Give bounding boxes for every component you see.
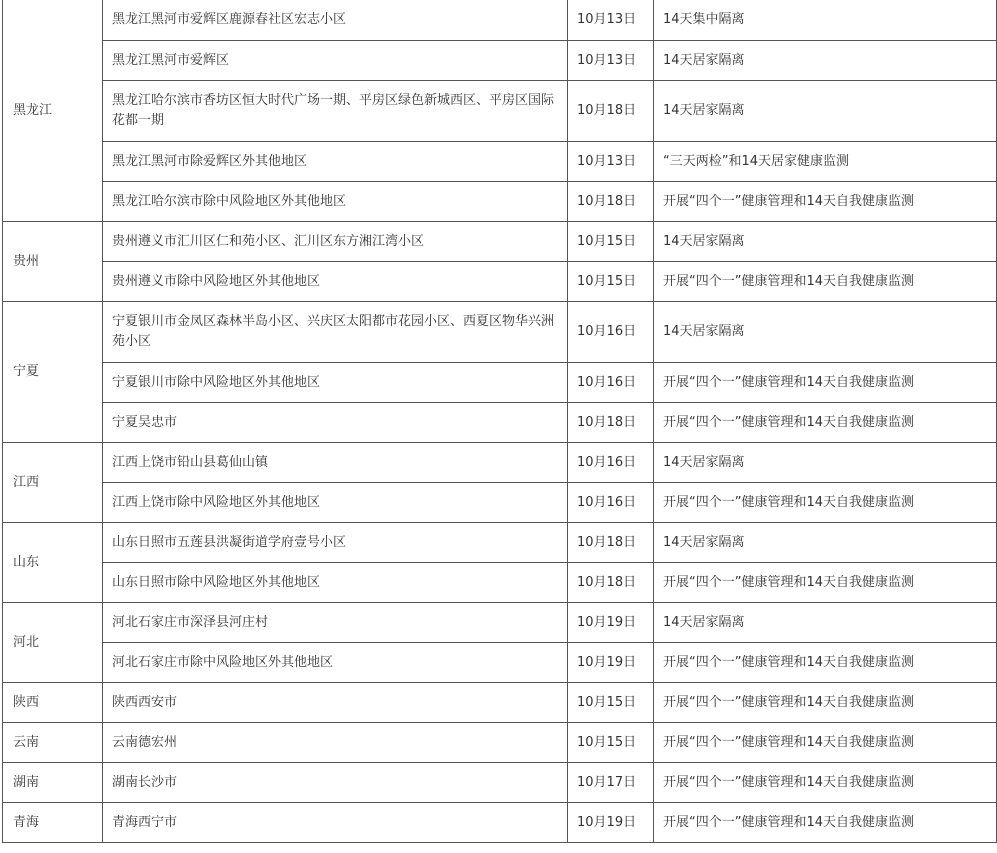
table-row xyxy=(3,302,997,363)
area-cell: 贵州遵义市除中风险地区外其他地区 xyxy=(103,262,568,302)
table-row xyxy=(3,142,997,182)
date-cell: 10月19日 xyxy=(568,643,654,683)
area-cell: 宁夏吴忠市 xyxy=(103,403,568,443)
table-row xyxy=(3,81,997,142)
measure-cell: 开展“四个一”健康管理和14天自我健康监测 xyxy=(654,683,997,723)
region-cell: 江西 xyxy=(3,443,103,523)
measure-cell: 14天居家隔离 xyxy=(654,41,997,81)
region-cell: 云南 xyxy=(3,723,103,763)
date-cell: 10月19日 xyxy=(568,603,654,643)
area-cell: 河北石家庄市深泽县河庄村 xyxy=(103,603,568,643)
measure-cell: 开展“四个一”健康管理和14天自我健康监测 xyxy=(654,763,997,803)
date-cell: 10月15日 xyxy=(568,262,654,302)
measure-cell: 14天居家隔离 xyxy=(654,443,997,483)
table-row xyxy=(3,0,997,41)
measure-cell: 开展“四个一”健康管理和14天自我健康监测 xyxy=(654,363,997,403)
table-row xyxy=(3,603,997,643)
region-cell: 河北 xyxy=(3,603,103,683)
measure-cell: 14天居家隔离 xyxy=(654,81,997,142)
risk-area-table xyxy=(2,0,997,843)
area-cell: 江西上饶市除中风险地区外其他地区 xyxy=(103,483,568,523)
area-cell: 贵州遵义市汇川区仁和苑小区、汇川区东方湘江湾小区 xyxy=(103,222,568,262)
table-row xyxy=(3,563,997,603)
measure-cell: 开展“四个一”健康管理和14天自我健康监测 xyxy=(654,643,997,683)
measure-cell: 开展“四个一”健康管理和14天自我健康监测 xyxy=(654,483,997,523)
date-cell: 10月16日 xyxy=(568,363,654,403)
area-cell: 宁夏银川市除中风险地区外其他地区 xyxy=(103,363,568,403)
table-row xyxy=(3,363,997,403)
measure-cell: 开展“四个一”健康管理和14天自我健康监测 xyxy=(654,182,997,222)
measure-cell: “三天两检”和14天居家健康监测 xyxy=(654,142,997,182)
region-cell: 宁夏 xyxy=(3,302,103,443)
table-row xyxy=(3,523,997,563)
area-cell: 山东日照市除中风险地区外其他地区 xyxy=(103,563,568,603)
date-cell: 10月16日 xyxy=(568,443,654,483)
date-cell: 10月15日 xyxy=(568,683,654,723)
area-cell: 黑龙江哈尔滨市香坊区恒大时代广场一期、平房区绿色新城西区、平房区国际花都一期 xyxy=(103,81,568,142)
region-cell: 黑龙江 xyxy=(3,0,103,222)
region-cell: 陕西 xyxy=(3,683,103,723)
measure-cell: 14天居家隔离 xyxy=(654,222,997,262)
date-cell: 10月18日 xyxy=(568,182,654,222)
area-cell: 江西上饶市铅山县葛仙山镇 xyxy=(103,443,568,483)
date-cell: 10月15日 xyxy=(568,723,654,763)
table-body xyxy=(3,0,997,843)
table-row xyxy=(3,262,997,302)
measure-cell: 开展“四个一”健康管理和14天自我健康监测 xyxy=(654,262,997,302)
table-row xyxy=(3,683,997,723)
table-row xyxy=(3,403,997,443)
table-row xyxy=(3,182,997,222)
area-cell: 宁夏银川市金凤区森林半岛小区、兴庆区太阳都市花园小区、西夏区物华兴洲苑小区 xyxy=(103,302,568,363)
region-cell: 山东 xyxy=(3,523,103,603)
region-cell: 贵州 xyxy=(3,222,103,302)
date-cell: 10月16日 xyxy=(568,302,654,363)
area-cell: 黑龙江黑河市除爱辉区外其他地区 xyxy=(103,142,568,182)
area-cell: 青海西宁市 xyxy=(103,803,568,843)
area-cell: 黑龙江黑河市爱辉区 xyxy=(103,41,568,81)
area-cell: 黑龙江黑河市爱辉区鹿源春社区宏志小区 xyxy=(103,0,568,41)
measure-cell: 开展“四个一”健康管理和14天自我健康监测 xyxy=(654,403,997,443)
date-cell: 10月18日 xyxy=(568,81,654,142)
area-cell: 山东日照市五莲县洪凝街道学府壹号小区 xyxy=(103,523,568,563)
table-row xyxy=(3,222,997,262)
date-cell: 10月18日 xyxy=(568,563,654,603)
date-cell: 10月13日 xyxy=(568,0,654,41)
table-row xyxy=(3,483,997,523)
area-cell: 河北石家庄市除中风险地区外其他地区 xyxy=(103,643,568,683)
date-cell: 10月15日 xyxy=(568,222,654,262)
date-cell: 10月13日 xyxy=(568,142,654,182)
measure-cell: 14天居家隔离 xyxy=(654,302,997,363)
date-cell: 10月18日 xyxy=(568,403,654,443)
measure-cell: 开展“四个一”健康管理和14天自我健康监测 xyxy=(654,723,997,763)
date-cell: 10月17日 xyxy=(568,763,654,803)
measure-cell: 开展“四个一”健康管理和14天自我健康监测 xyxy=(654,803,997,843)
area-cell: 黑龙江哈尔滨市除中风险地区外其他地区 xyxy=(103,182,568,222)
region-cell: 青海 xyxy=(3,803,103,843)
area-cell: 湖南长沙市 xyxy=(103,763,568,803)
date-cell: 10月13日 xyxy=(568,41,654,81)
region-cell: 湖南 xyxy=(3,763,103,803)
table-row xyxy=(3,723,997,763)
date-cell: 10月16日 xyxy=(568,483,654,523)
measure-cell: 14天居家隔离 xyxy=(654,523,997,563)
table-row xyxy=(3,643,997,683)
table-row xyxy=(3,763,997,803)
measure-cell: 开展“四个一”健康管理和14天自我健康监测 xyxy=(654,563,997,603)
table-row xyxy=(3,803,997,843)
date-cell: 10月18日 xyxy=(568,523,654,563)
area-cell: 云南德宏州 xyxy=(103,723,568,763)
area-cell: 陕西西安市 xyxy=(103,683,568,723)
table-row xyxy=(3,41,997,81)
measure-cell: 14天集中隔离 xyxy=(654,0,997,41)
date-cell: 10月19日 xyxy=(568,803,654,843)
table-row xyxy=(3,443,997,483)
measure-cell: 14天居家隔离 xyxy=(654,603,997,643)
